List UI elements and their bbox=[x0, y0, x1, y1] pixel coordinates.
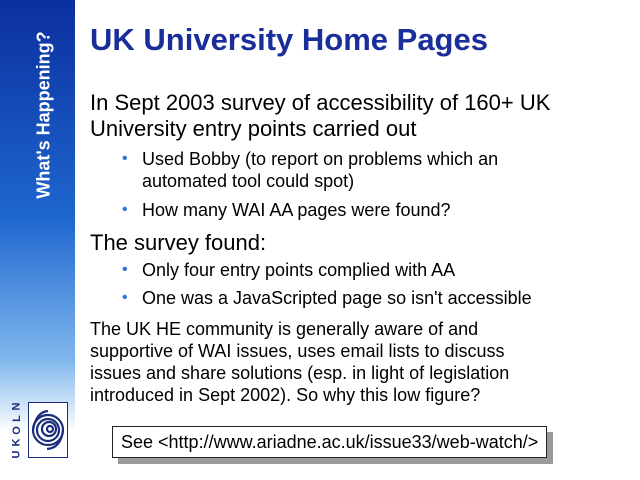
bullet-dot-icon: • bbox=[122, 201, 128, 218]
sidebar-label bbox=[0, 0, 75, 230]
intro-line: In Sept 2003 survey of accessibility of 160+ UK bbox=[90, 90, 551, 115]
slide-title: UK University Home Pages bbox=[90, 22, 488, 57]
bullet-text: How many WAI AA pages were found? bbox=[142, 200, 451, 220]
bullet-text: One was a JavaScripted page so isn't accessible bbox=[142, 288, 532, 308]
ukoln-spiral-logo-icon bbox=[28, 402, 68, 458]
bullet-text: Used Bobby (to report on problems which an bbox=[142, 149, 499, 169]
paragraph-line: introduced in Sept 2002). So why this low figure? bbox=[90, 385, 481, 405]
list-item bbox=[122, 199, 451, 221]
intro-line: University entry points carried out bbox=[90, 116, 417, 141]
list-item bbox=[122, 259, 455, 281]
bullet-text: automated tool could spot) bbox=[142, 171, 355, 191]
logo-letters bbox=[10, 400, 24, 460]
logo-letter: K bbox=[10, 438, 23, 446]
logo-letter: U bbox=[10, 450, 23, 458]
logo-letter: N bbox=[10, 402, 23, 410]
logo-letter: L bbox=[10, 414, 23, 422]
summary-paragraph bbox=[90, 318, 620, 406]
survey-heading: The survey found: bbox=[90, 230, 267, 255]
sidebar-label-text: What's Happening? bbox=[33, 31, 54, 199]
ukoln-logo bbox=[10, 400, 70, 460]
paragraph-line: issues and share solutions (esp. in light of legislation bbox=[90, 363, 510, 383]
list-item bbox=[122, 287, 532, 309]
reference-link-box[interactable]: See <http://www.ariadne.ac.uk/issue33/web-watch/> bbox=[112, 426, 547, 458]
logo-letter: O bbox=[10, 425, 23, 435]
list-item bbox=[122, 148, 498, 192]
bullet-text: Only four entry points complied with AA bbox=[142, 260, 456, 280]
bullet-dot-icon: • bbox=[122, 289, 128, 306]
paragraph-line: The UK HE community is generally aware of and bbox=[90, 319, 479, 339]
paragraph-line: supportive of WAI issues, uses email lists to discuss bbox=[90, 341, 505, 361]
bullet-dot-icon: • bbox=[122, 150, 128, 167]
bullet-dot-icon: • bbox=[122, 261, 128, 278]
